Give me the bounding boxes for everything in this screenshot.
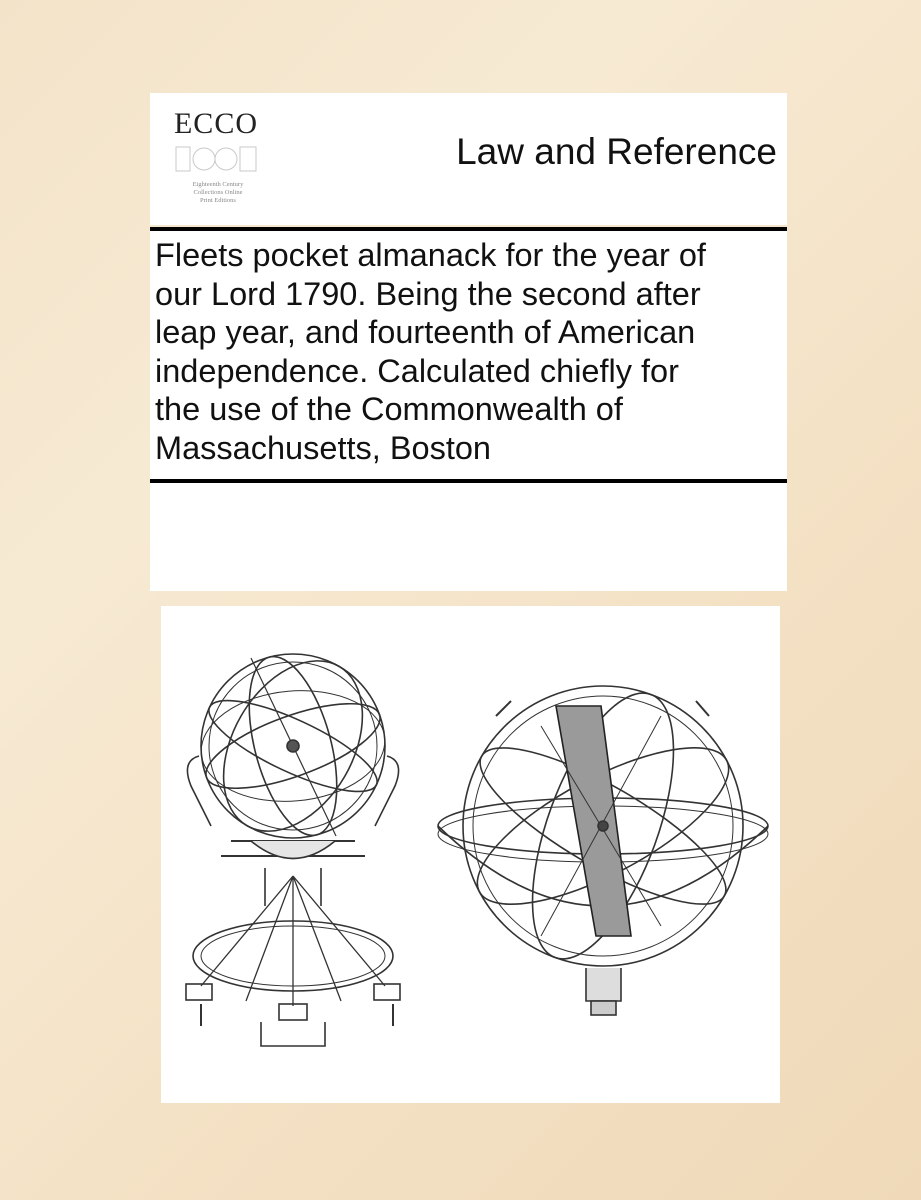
header-panel (150, 93, 787, 225)
blank-panel (150, 483, 787, 591)
logo-outline-letters (168, 143, 264, 183)
title-line: Fleets pocket almanack for the year of (155, 237, 706, 273)
ecco-logo-mark: ECCO (173, 107, 258, 140)
armillary-spheres-illustration (161, 606, 780, 1103)
logo-sub-line: Collections Online (193, 189, 243, 196)
title-line: leap year, and fourteenth of American (155, 314, 696, 350)
category-label: Law and Reference (456, 131, 777, 172)
title-line: the use of the Commonwealth of (155, 391, 623, 427)
armillary-sphere-hemisphere-icon (438, 676, 768, 1015)
title-line: independence. Calculated chiefly for (155, 352, 679, 389)
title-panel (150, 231, 787, 479)
logo-sub-line: Eighteenth Century (192, 181, 244, 188)
illustration-panel (161, 606, 780, 1103)
logo-sub-line: Print Editions (200, 197, 236, 204)
book-title (155, 236, 785, 467)
armillary-sphere-on-stand-icon (186, 636, 400, 1046)
logo-subtitle (176, 181, 260, 205)
ecco-logo (168, 107, 264, 211)
title-line: our Lord 1790. Being the second after (155, 275, 701, 312)
title-line: Massachusetts, Boston (155, 429, 491, 466)
